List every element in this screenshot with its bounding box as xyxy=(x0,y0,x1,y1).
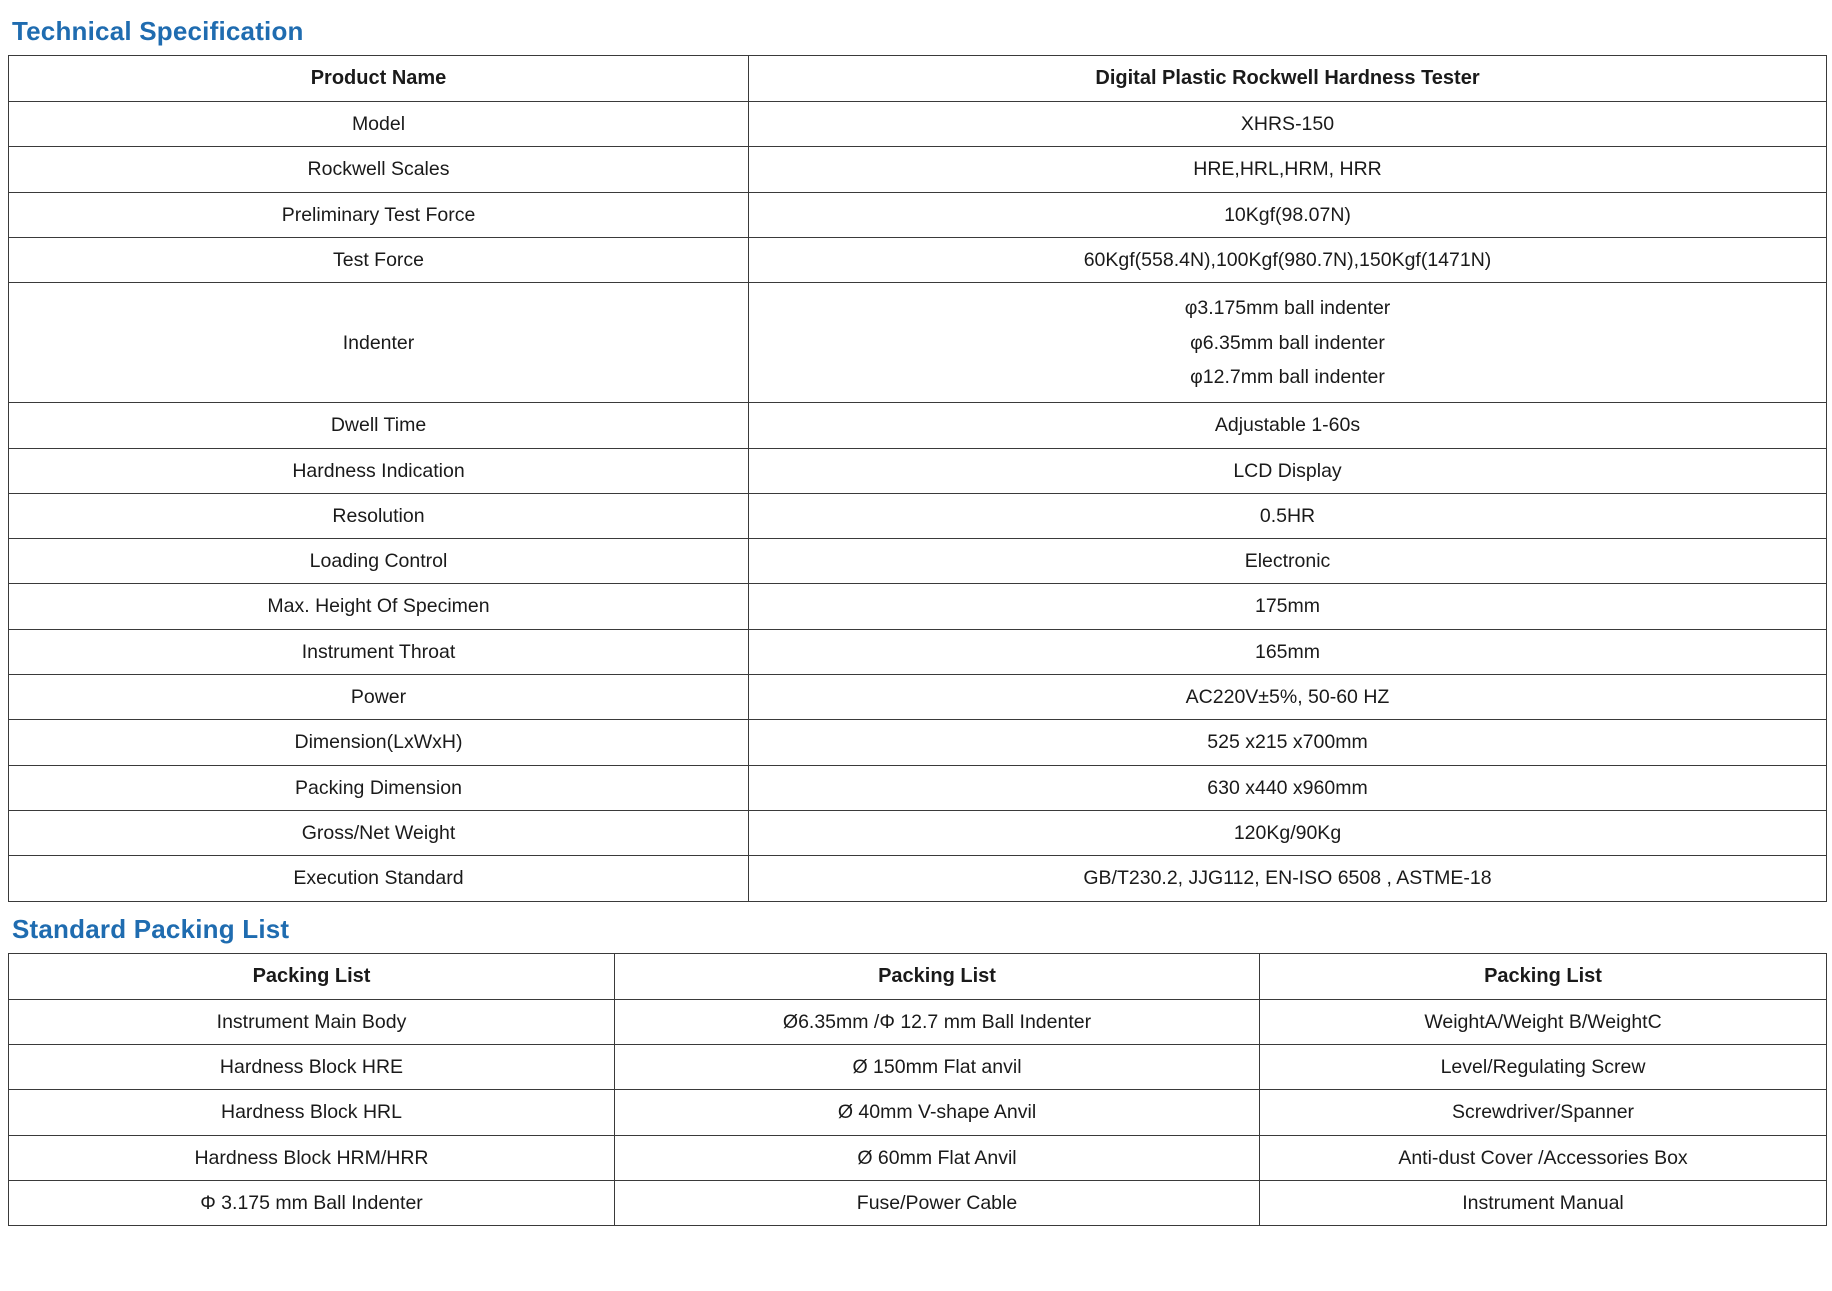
spec-value: AC220V±5%, 50-60 HZ xyxy=(749,675,1827,720)
spec-label: Packing Dimension xyxy=(9,765,749,810)
packing-cell: Ø6.35mm /Φ 12.7 mm Ball Indenter xyxy=(615,999,1260,1044)
packing-cell: Ø 150mm Flat anvil xyxy=(615,1044,1260,1089)
packing-cell: Instrument Main Body xyxy=(9,999,615,1044)
spec-label: Rockwell Scales xyxy=(9,147,749,192)
indenter-option: φ3.175mm ball indenter xyxy=(1184,297,1391,320)
table-row xyxy=(9,493,1827,538)
spec-label: Test Force xyxy=(9,237,749,282)
spec-value: Digital Plastic Rockwell Hardness Tester xyxy=(749,56,1827,102)
technical-specification-heading: Technical Specification xyxy=(12,16,304,46)
table-row xyxy=(9,56,1827,102)
table-row xyxy=(9,584,1827,629)
technical-specification-table xyxy=(8,55,1827,902)
table-row xyxy=(9,765,1827,810)
spec-label: Hardness Indication xyxy=(9,448,749,493)
spec-label: Preliminary Test Force xyxy=(9,192,749,237)
table-row xyxy=(9,811,1827,856)
spec-value xyxy=(749,283,1827,403)
packing-cell: Level/Regulating Screw xyxy=(1260,1044,1827,1089)
spec-label: Dimension(LxWxH) xyxy=(9,720,749,765)
packing-cell: Instrument Manual xyxy=(1260,1180,1827,1225)
table-row xyxy=(9,237,1827,282)
packing-cell: Hardness Block HRL xyxy=(9,1090,615,1135)
spec-label: Indenter xyxy=(9,283,749,403)
packing-cell: Hardness Block HRM/HRR xyxy=(9,1135,615,1180)
table-header-row xyxy=(9,953,1827,999)
packing-cell: WeightA/Weight B/WeightC xyxy=(1260,999,1827,1044)
spec-value: HRE,HRL,HRM, HRR xyxy=(749,147,1827,192)
spec-label: Dwell Time xyxy=(9,403,749,448)
table-row xyxy=(9,403,1827,448)
standard-packing-list-heading: Standard Packing List xyxy=(12,913,290,944)
packing-column-header: Packing List xyxy=(9,953,615,999)
table-row xyxy=(9,629,1827,674)
table-row xyxy=(9,192,1827,237)
packing-cell: Ø 60mm Flat Anvil xyxy=(615,1135,1260,1180)
packing-cell: Hardness Block HRE xyxy=(9,1044,615,1089)
spec-label: Gross/Net Weight xyxy=(9,811,749,856)
table-row xyxy=(9,1135,1827,1180)
table-row xyxy=(9,539,1827,584)
packing-cell: Fuse/Power Cable xyxy=(615,1180,1260,1225)
table-row xyxy=(9,999,1827,1044)
packing-cell: Anti-dust Cover /Accessories Box xyxy=(1260,1135,1827,1180)
table-row xyxy=(9,1180,1827,1225)
spec-value: Electronic xyxy=(749,539,1827,584)
spec-label: Power xyxy=(9,675,749,720)
table-row xyxy=(9,102,1827,147)
spec-label: Max. Height Of Specimen xyxy=(9,584,749,629)
indenter-option: φ6.35mm ball indenter xyxy=(1190,331,1385,354)
table-row xyxy=(9,720,1827,765)
spec-label: Model xyxy=(9,102,749,147)
spec-value: GB/T230.2, JJG112, EN-ISO 6508 , ASTME-18 xyxy=(749,856,1827,901)
indenter-option: φ12.7mm ball indenter xyxy=(1190,365,1385,388)
table-row xyxy=(9,675,1827,720)
table-row xyxy=(9,283,1827,403)
table-row xyxy=(9,448,1827,493)
packing-column-header: Packing List xyxy=(615,953,1260,999)
table-row xyxy=(9,147,1827,192)
packing-cell: Screwdriver/Spanner xyxy=(1260,1090,1827,1135)
spec-value: 0.5HR xyxy=(749,493,1827,538)
table-row xyxy=(9,1090,1827,1135)
table-row xyxy=(9,856,1827,901)
spec-label: Instrument Throat xyxy=(9,629,749,674)
spec-label: Product Name xyxy=(9,56,749,102)
spec-value: 525 x215 x700mm xyxy=(749,720,1827,765)
packing-cell: Ø 40mm V-shape Anvil xyxy=(615,1090,1260,1135)
spec-value: Adjustable 1-60s xyxy=(749,403,1827,448)
spec-value: 175mm xyxy=(749,584,1827,629)
spec-label: Loading Control xyxy=(9,539,749,584)
spec-value: 630 x440 x960mm xyxy=(749,765,1827,810)
spec-value: XHRS-150 xyxy=(749,102,1827,147)
spec-label: Execution Standard xyxy=(9,856,749,901)
spec-value: LCD Display xyxy=(749,448,1827,493)
table-row xyxy=(9,1044,1827,1089)
standard-packing-list-table xyxy=(8,953,1827,1227)
spec-value: 120Kg/90Kg xyxy=(749,811,1827,856)
spec-value: 60Kgf(558.4N),100Kgf(980.7N),150Kgf(1471N) xyxy=(749,237,1827,282)
spec-label: Resolution xyxy=(9,493,749,538)
spec-value: 165mm xyxy=(749,629,1827,674)
spec-value: 10Kgf(98.07N) xyxy=(749,192,1827,237)
packing-column-header: Packing List xyxy=(1260,953,1827,999)
packing-cell: Φ 3.175 mm Ball Indenter xyxy=(9,1180,615,1225)
